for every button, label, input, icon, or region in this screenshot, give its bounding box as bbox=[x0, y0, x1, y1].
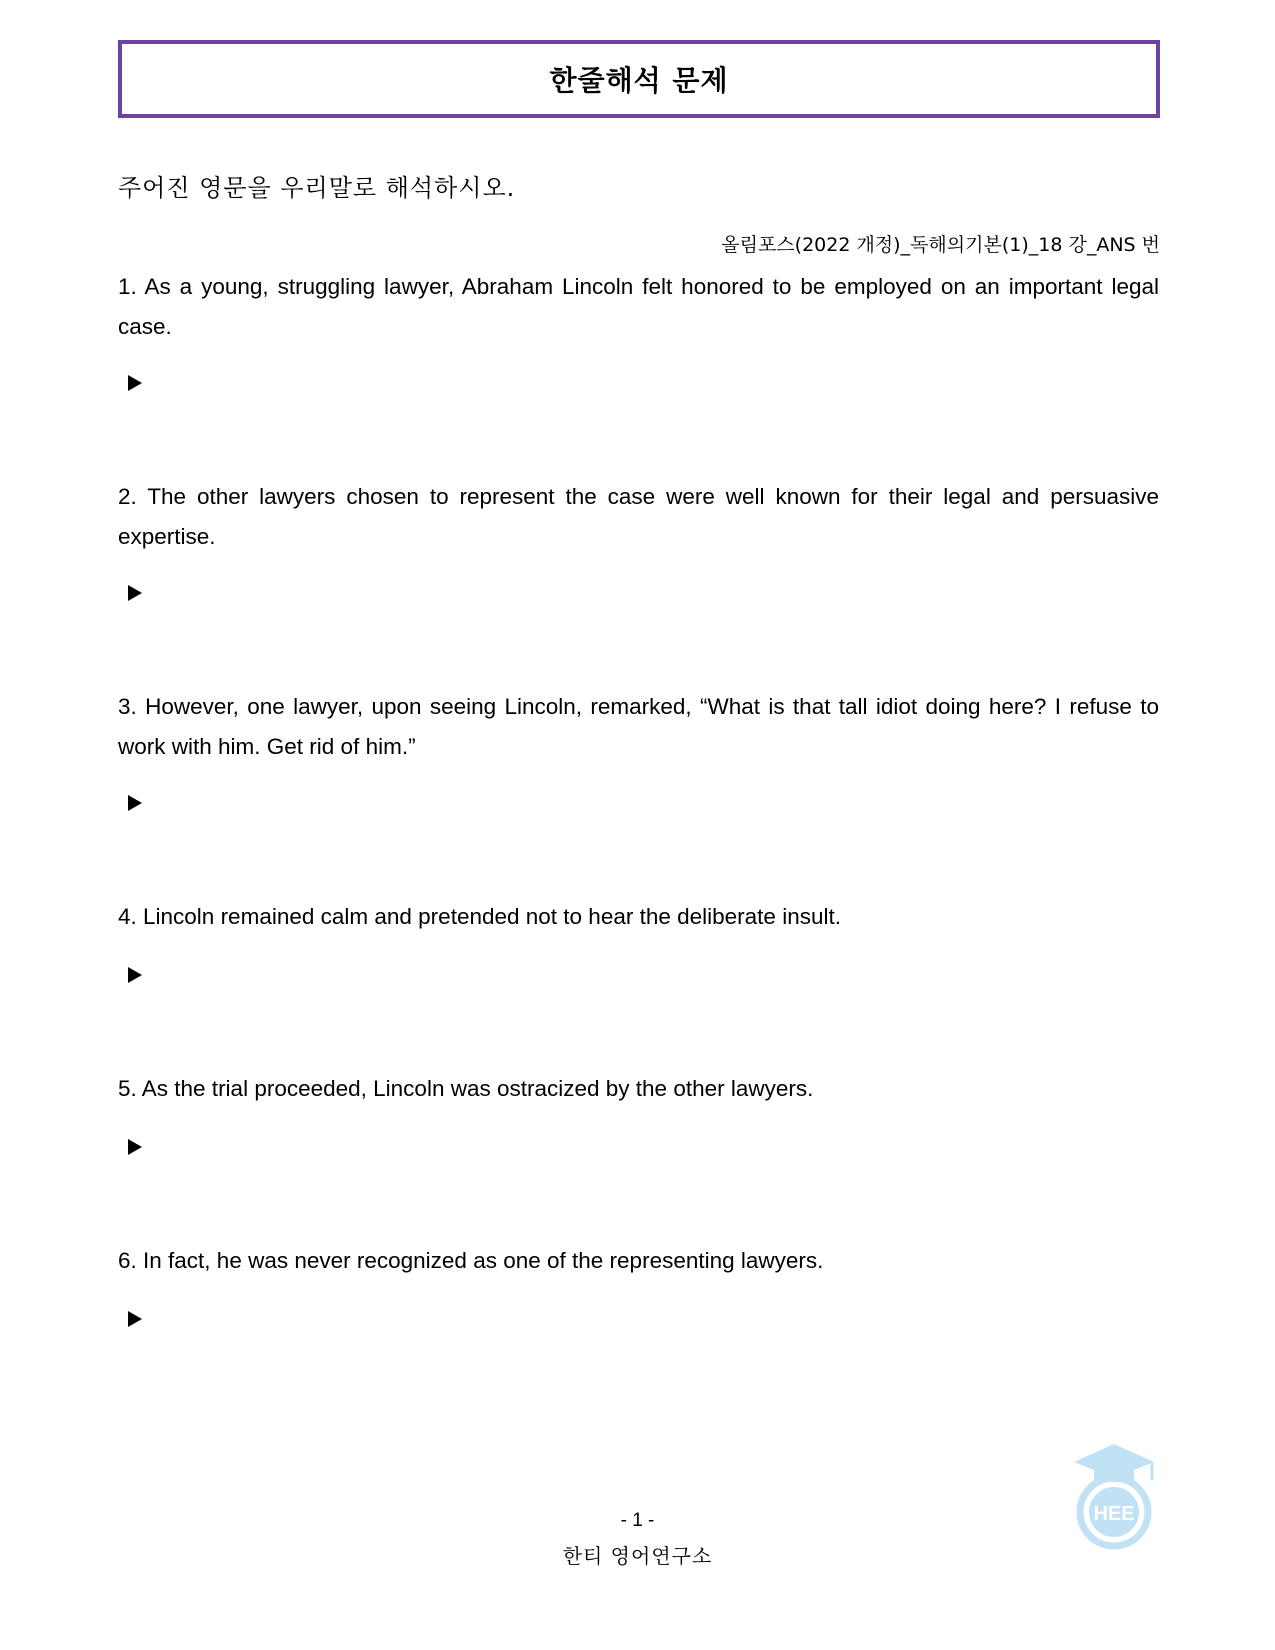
answer-marker bbox=[128, 1311, 142, 1327]
question-text: 5. As the trial proceeded, Lincoln was ostracized by the other lawyers. bbox=[118, 1076, 814, 1101]
page-title: 한줄해석 문제 bbox=[549, 64, 729, 97]
question-4 bbox=[118, 897, 1159, 937]
play-triangle-icon bbox=[128, 1311, 142, 1327]
footer-organization: 한티 영어연구소 bbox=[562, 1544, 713, 1568]
question-2 bbox=[118, 477, 1159, 557]
question-text: 2. The other lawyers chosen to represent the case were well known for their legal and persuasive expertise. bbox=[118, 484, 1159, 549]
svg-text:HEE: HEE bbox=[1093, 1503, 1135, 1525]
hee-logo bbox=[1068, 1442, 1160, 1550]
play-triangle-icon bbox=[128, 585, 142, 601]
question-1 bbox=[118, 267, 1159, 347]
question-3 bbox=[118, 687, 1159, 767]
answer-marker bbox=[128, 1139, 142, 1155]
page-number: - 1 - bbox=[620, 1510, 655, 1531]
question-6 bbox=[118, 1241, 1159, 1281]
answer-marker bbox=[128, 375, 142, 391]
answer-marker bbox=[128, 585, 142, 601]
play-triangle-icon bbox=[128, 795, 142, 811]
title-box bbox=[118, 40, 1160, 118]
source-reference: 올림포스(2022 개정)_독해의기본(1)_18 강_ANS 번 bbox=[721, 234, 1160, 256]
question-text: 3. However, one lawyer, upon seeing Lincoln, remarked, “What is that tall idiot doing here? I refuse to work with him. Get rid of him.” bbox=[118, 694, 1159, 759]
play-triangle-icon bbox=[128, 1139, 142, 1155]
question-text: 4. Lincoln remained calm and pretended not to hear the deliberate insult. bbox=[118, 904, 841, 929]
answer-marker bbox=[128, 795, 142, 811]
question-text: 6. In fact, he was never recognized as one of the representing lawyers. bbox=[118, 1248, 824, 1273]
question-text: 1. As a young, struggling lawyer, Abraham Lincoln felt honored to be employed on an important legal case. bbox=[118, 274, 1159, 339]
play-triangle-icon bbox=[128, 967, 142, 983]
play-triangle-icon bbox=[128, 375, 142, 391]
instruction-text: 주어진 영문을 우리말로 해석하시오. bbox=[118, 174, 516, 202]
question-5 bbox=[118, 1069, 1159, 1109]
answer-marker bbox=[128, 967, 142, 983]
